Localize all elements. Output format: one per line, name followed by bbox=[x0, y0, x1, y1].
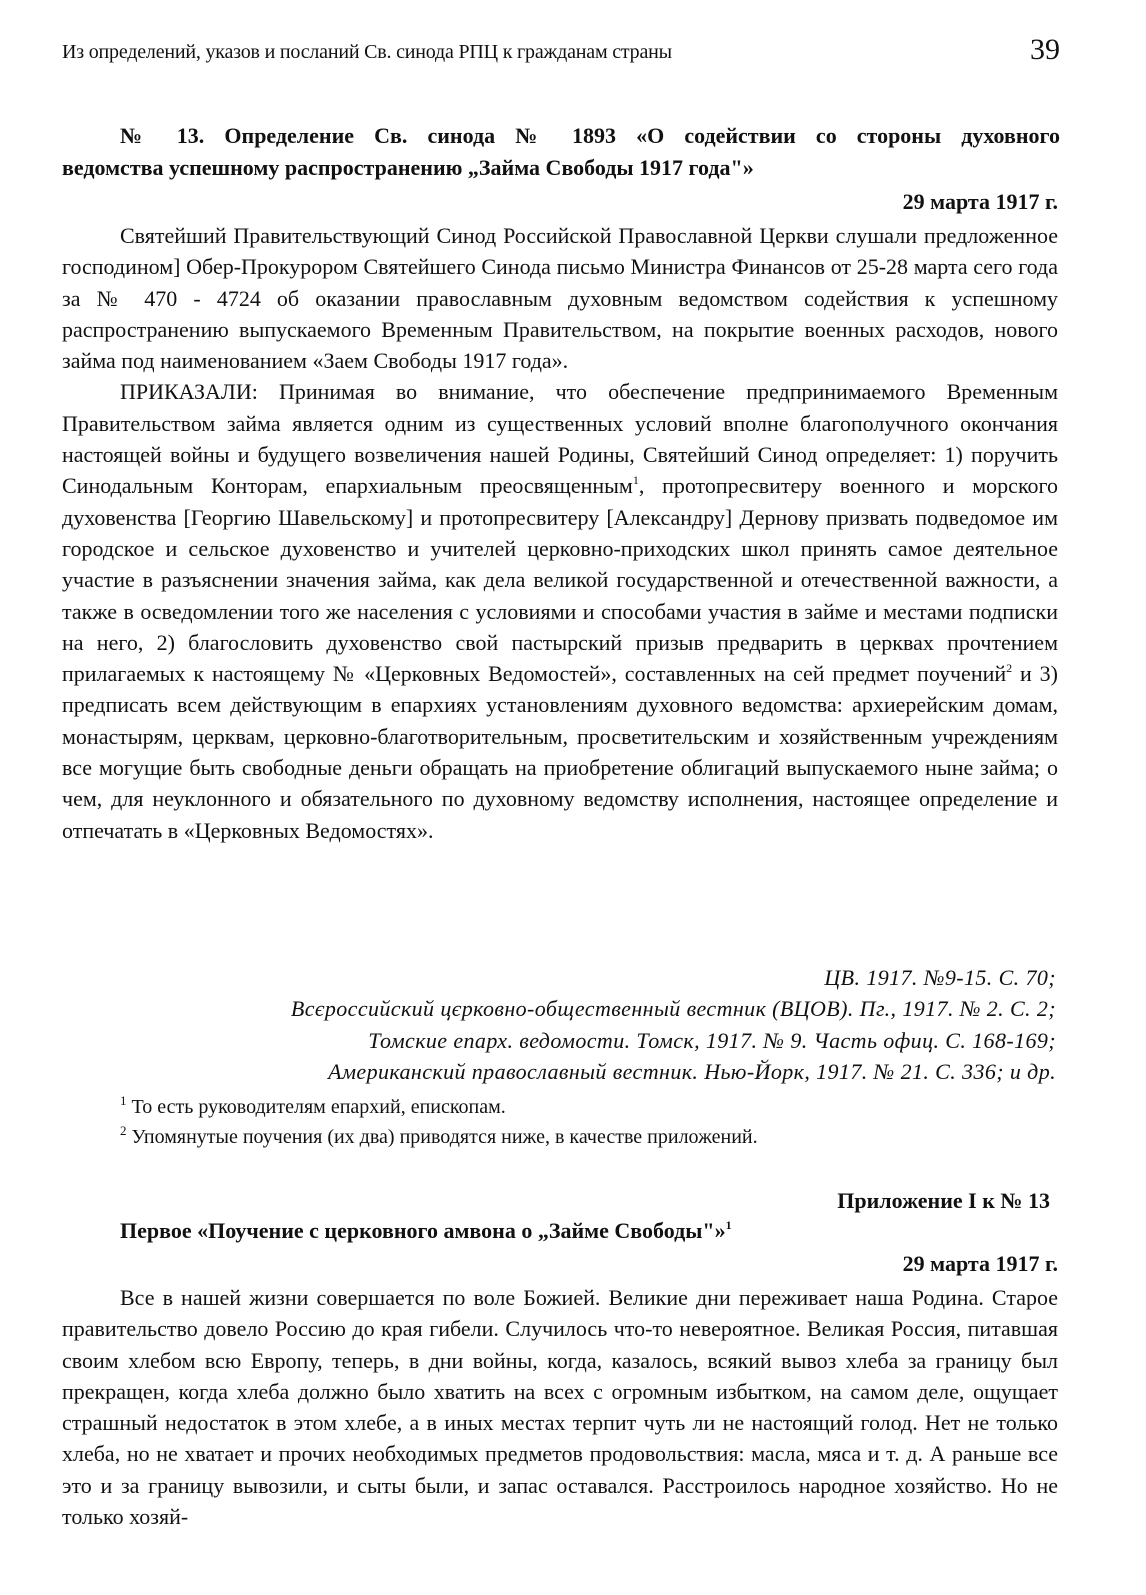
footnote-2 bbox=[120, 1122, 1060, 1152]
running-head bbox=[62, 30, 1060, 70]
ordered-text-part-1: ПРИКАЗАЛИ: Принимая во внимание, что обеспечение предпринимаемого Временным Правительством займа является одним из существенных условий вполне благополучного окончания настоящей войны и будущего возвеличения нашей Родины, Святейший Синод определяет: 1) поручить Синодальным Конторам, епархиальным преосвященным bbox=[62, 379, 1058, 499]
footnote-text: Упомянутые поучения (их два) приводятся ниже, в качестве приложений. bbox=[131, 1126, 758, 1148]
appendix-title-text: Первое «Поучение с церковного амвона о „Займе Свободы"» bbox=[120, 1218, 726, 1243]
document-13-body bbox=[62, 220, 1058, 846]
appendix-paragraph: Все в нашей жизни совершается по воле Божией. Великие дни переживает наша Родина. Старое правительство довело Россию до края гибели. Случилось что-то невероятное. Великая Россия, питавшая своим хлебом всю Европу, теперь, в дни войны, когда, казалось, всякий вывоз хлеба за границу был прекращен, когда хлеба должно было хватить на всех с огромным избытком, на самом деле, ощущает страшный недостаток в этом хлебе, а в иных местах терпит чуть ли не настоящий голод. Нет не только хлеба, но не хватает и прочих необходимых предметов продовольствия: масла, мяса и т. д. А раньше все это и за границу вывозили, и сыты были, и запас оставался. Расстроилось народное хозяйство. Но не только хозяй- bbox=[62, 1285, 1058, 1530]
title-line-1: № 13. Определение Св. синода № 1893 «О содействии со стороны духовного bbox=[120, 123, 1060, 148]
appendix-label: Приложение I к № 13 bbox=[837, 1188, 1050, 1213]
document-13-title bbox=[62, 120, 1060, 184]
appendix-date: 29 марта 1917 г. bbox=[902, 1251, 1058, 1276]
paragraph-resolution-preamble: Святейший Правительствующий Синод Российской Православной Церкви слушали предложенное господином] Обер-Прокурором Святейшего Синода письмо Министра Финансов от 25-28 марта сего года за № 470 - 4724 об оказании православным духовным ведомством содействия к успешному распространению выпускаемого Временным Правительством, на покрытие военных расходов, нового займа под наименованием «Заем Свободы 1917 года». bbox=[62, 223, 1058, 374]
footnote-mark: 1 bbox=[120, 1093, 127, 1108]
ordered-text-part-2: , протопресвитеру военного и морского духовенства [Георгию Шавельскому] и протопресвитеру [Александру] Дернову призвать подведомое им городское и сельское духовенство и учителей церковно-приходских школ принять самое деятельное участие в разъяснении значения займа, как дела великой государственной и отечественной важности, а также в осведомлении того же населения с условиями и способами участия в займе и местами подписки на него, 2) благословить духовенство свой пастырский призыв предварить в церквах прочтением прилагаемых к настоящему № «Церковных Ведомостей», составленных на сей предмет поучений bbox=[62, 473, 1058, 687]
appendix-title-footnote-ref[interactable]: 1 bbox=[725, 1218, 732, 1232]
sources-list bbox=[62, 962, 1056, 1087]
document-13-date: 29 марта 1917 г. bbox=[902, 189, 1058, 214]
footnote-text: То есть руководителям епархий, епископам. bbox=[131, 1096, 506, 1118]
footnote-ref-1[interactable]: 1 bbox=[632, 473, 639, 488]
appendix-title bbox=[120, 1215, 1060, 1247]
source-line: Всєроссийский цєрковно-общественный вестник (ВЦОВ). Пг., 1917. № 2. С. 2; bbox=[290, 996, 1056, 1022]
footnote-1 bbox=[120, 1092, 1060, 1122]
source-line: Томские епарх. ведомости. Томск, 1917. № 9. Часть офиц. С. 168-169; bbox=[368, 1027, 1056, 1053]
footnotes bbox=[120, 1092, 1060, 1152]
appendix-body bbox=[62, 1282, 1058, 1532]
source-line: Американский православный вестник. Нью-Йорк, 1917. № 21. С. 336; и др. bbox=[328, 1058, 1056, 1084]
running-head-title: Из определений, указов и посланий Св. синода РПЦ к гражданам страны bbox=[62, 41, 672, 63]
paragraph-ordered bbox=[62, 376, 1058, 845]
title-line-2: ведомства успешному распространению „Займа Свободы 1917 года"» bbox=[62, 155, 754, 180]
footnote-mark: 2 bbox=[120, 1123, 127, 1138]
source-line: ЦВ. 1917. №9-15. С. 70; bbox=[824, 965, 1056, 990]
ordered-text-part-3: и 3) предписать всем действующим в епархиях установлениям духовного ведомства: архиерейским домам, монастырям, церквам, церковно-благотворительным, просветительским и хозяйственным учреждениям все могущие быть свободные деньги обращать на приобретение облигаций выпускаемого ныне займа; о чем, для неуклонного и обязательного по духовному ведомству исполнения, настоящее определение и отпечатать в «Церковных Ведомостях». bbox=[62, 661, 1058, 843]
footnote-ref-2[interactable]: 2 bbox=[1006, 661, 1013, 676]
page-number: 39 bbox=[1030, 33, 1060, 66]
